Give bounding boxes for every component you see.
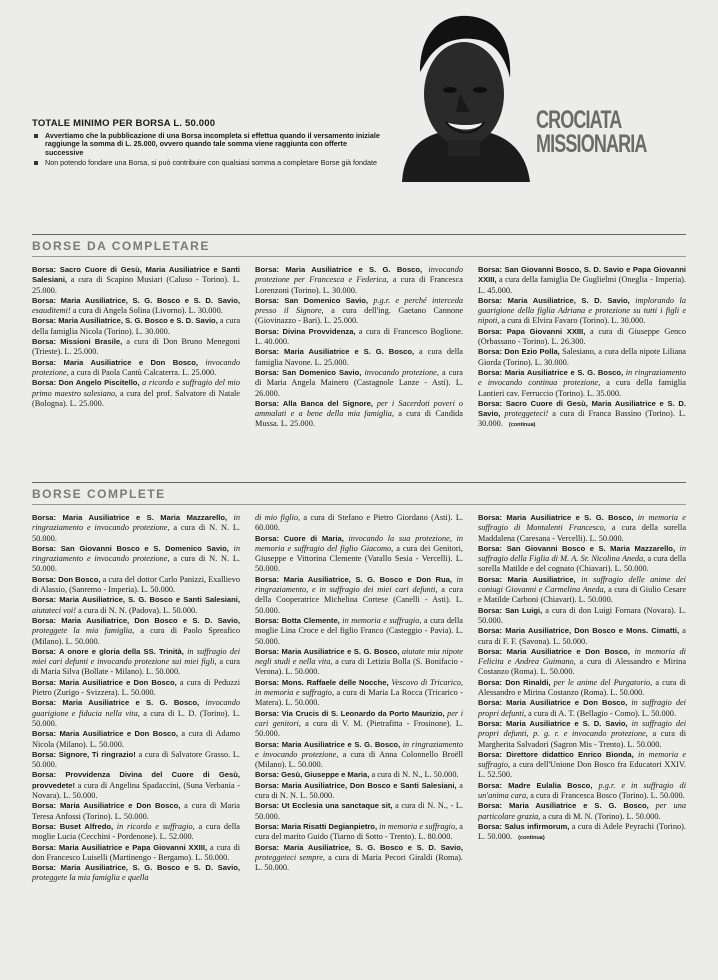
borsa-entry [32, 843, 240, 864]
borsa-entry [255, 678, 463, 709]
entry-inv: invocando protezione per Francesca e Federica, [255, 265, 463, 285]
entry-body: a cura di Giulio Cesare e Matilde Carboni (Chiavari). L. 50.000. [478, 585, 687, 605]
entry-inv: in memoria e suffragio, [377, 821, 458, 831]
borsa-entry [32, 698, 240, 729]
entry-inv: proteggeteci! [500, 409, 549, 419]
entry-lead: Borsa: Maria Ausiliatrice, Don Bosco e S. D. Savio, [32, 615, 240, 625]
entry-cont: (continua) [508, 422, 536, 429]
borsa-entry [255, 296, 463, 327]
entry-body: a cura di A. T. (Bellagio - Como). L. 50.000. [526, 708, 677, 718]
entry-lead: Borsa: San Luigi, [478, 605, 543, 615]
entry-inv: Vescovo di Tricarico, in memoria e suffragio, [255, 677, 463, 698]
borsa-entry [255, 647, 463, 678]
entry-body: a cura di Candida Mussa. L. 25.000. [255, 409, 463, 429]
entry-inv: in ricordo e suffragio, [113, 821, 195, 831]
borsa-entry [478, 698, 686, 719]
entry-inv: proteggeteci sempre, [255, 852, 325, 862]
borsa-entry [255, 770, 463, 780]
entry-body: a cura di Maria Pecori Giraldi (Roma). L. 50.000. [255, 852, 464, 873]
entry-lead: Borsa: Madre Eulalia Bosco, [478, 780, 593, 790]
entry-body: a cura dell'Unione Don Bosco fra Educatori XXIV. L. 52.500. [478, 760, 686, 780]
entry-body: a cura di F. F. (Savona). L. 50.000. [478, 626, 686, 646]
entry-lead: Borsa: Maria Ausiliatrice, S. G. Bosco e S. D. Savio, [255, 842, 463, 852]
borsa-entry [478, 626, 686, 647]
entry-inv: invocando la sua protezione, in memoria e suffragio del figlio Giacomo, [255, 533, 463, 553]
entry-lead: Borsa: San Giovanni Bosco, S. D. Savio e Papa Giovanni XXIII, [478, 265, 686, 285]
entry-body: a cura della Cooperatrice Michelina Cortese (Canelli - Asti). L. 50.000. [255, 585, 463, 615]
text-column [32, 513, 240, 884]
borsa-entry [32, 575, 240, 596]
entry-body: a cura di V. M. (Pietrafitta - Frosinone). L. 50.000. [255, 718, 463, 739]
entry-lead: Borsa: San Domenico Savio, [255, 367, 362, 377]
entry-cont: (continua) [518, 835, 545, 842]
borsa-entry [478, 719, 686, 750]
entry-lead: Borsa: Maria Ausiliatrice, Don Bosco e Mons. Cimatti, [478, 626, 680, 636]
section-heading-to-complete [32, 234, 686, 257]
entry-body: a cura della moglie Lucia (Cecchini - Pordenone). L. 52.000. [32, 821, 240, 842]
borsa-entry [255, 347, 463, 368]
entry-lead: Borsa: Cuore di Maria, [255, 533, 344, 543]
entry-lead: Borsa: San Domenico Savio, [255, 295, 369, 305]
entry-body: a cura di Salvatore Grasso. L. 50.000. [32, 749, 240, 770]
borsa-entry [255, 616, 463, 647]
borsa-entry [32, 337, 240, 358]
borsa-entry [32, 801, 240, 822]
entry-body: a cura della famiglia Nicola (Torino). L. 30.000. [32, 316, 241, 336]
borsa-entry [478, 781, 686, 802]
brand-title [536, 108, 658, 156]
entry-lead: Borsa: Maria Ausiliatrice e Don Bosco, [478, 698, 628, 708]
entry-inv: per i Sacerdoti poveri o ammalati e a bene della mia famiglia, [255, 398, 463, 419]
entry-lead: Borsa: San Giovanni Bosco e S. Domenico Savio, [32, 543, 229, 553]
entry-lead: Borsa: Maria Ausiliatrice e Don Bosco, [32, 677, 177, 687]
entry-lead: Borsa: Buset Alfredo, [32, 821, 114, 831]
borsa-entry [32, 678, 240, 699]
entry-body: a cura di don Francesco Luiselli (Martinengo - Bergamo). L. 50.000. [32, 842, 240, 862]
borsa-entry [255, 781, 463, 802]
header-notes-block [32, 118, 387, 170]
borsa-entry [32, 616, 240, 647]
borsa-entry [32, 863, 240, 884]
entry-lead: Borsa: Maria Ausiliatrice e S. Maria Mazzarello, [32, 513, 228, 522]
entry-inv: in ringraziamento e invocando protezione, [255, 739, 463, 759]
entry-lead: Borsa: Direttore didattico Enrico Bionda, [478, 749, 634, 759]
entry-inv: p.g.r. e in suffragio di un'anima cara, [478, 780, 686, 801]
borsa-entry [32, 647, 240, 678]
entry-body: a cura di Scapino Musiari (Caluso - Torino). L. 25.000. [32, 275, 240, 295]
entry-body: a cura di Letizia Bolla (S. Bonifacio - Verona). L. 50.000. [255, 657, 463, 677]
borsa-entry [478, 368, 686, 399]
borsa-entry [478, 606, 686, 627]
entry-lead: Borsa: Via Crucis di S. Leonardo da Porto Maurizio, [255, 708, 445, 718]
entry-body: a cura della famiglia De Guglielmi (Oneglia - Imperia). L. 45.000. [478, 275, 686, 295]
text-column [478, 265, 686, 431]
entry-inv: per una particolare grazia, [478, 801, 686, 821]
borsa-entry [255, 327, 463, 348]
borsa-entry [255, 709, 463, 740]
entry-inv: proteggete la mia famiglia, [32, 626, 135, 636]
entry-lead: Borsa: Maria Ausiliatrice, [478, 574, 576, 584]
entry-inv: implorando la guarigione della figlia Adriana e protezione su tutti i figli e nipoti, [478, 295, 686, 326]
entry-lead: Borsa: Don Rinaldi, [478, 677, 551, 687]
entry-inv: in memoria di Felicita e Andrea Guimano, [478, 646, 686, 667]
brand-line-1: CROCIATA [536, 106, 622, 134]
entry-body: a cura della sorella Matilde e del cognato (Chiavari). L. 50.000. [478, 554, 687, 574]
borsa-entry [32, 265, 240, 296]
entry-body: a cura di Alessandro e Mirina Costanzo (Roma). L. 50.000. [478, 677, 686, 698]
borsa-entry [32, 316, 240, 337]
entry-body: a cura di Elvira Favaro (Torino). L. 30.000. [499, 316, 646, 326]
entry-lead: Borsa: Maria Ausiliatrice e S. G. Bosco, [478, 513, 634, 522]
entry-body: a cura di N. N. L. 50.000. [255, 780, 463, 801]
entry-body: a cura di Maria Angela Mainero (Castagnole Lanze - Asti). L. 26.000. [255, 367, 463, 398]
borsa-entry [32, 358, 240, 379]
borsa-entry [255, 513, 463, 534]
borsa-entry [478, 801, 686, 822]
entry-lead: Borsa: Maria Ausiliatrice, S. G. Bosco e Santi Salesiani, [32, 595, 240, 605]
entry-inv: aiutateci voi! [32, 605, 77, 615]
entry-body: a cura di N. N. L. 50.000. [32, 554, 240, 574]
borsa-entry [478, 822, 686, 844]
entry-lead: Borsa: Missioni Brasile, [32, 337, 123, 347]
entry-body: a cura del prof. Salvatore di Natale (Bologna). L. 25.000. [32, 388, 240, 408]
entry-lead: Borsa: Maria Ausiliatrice e S. G. Bosco, [478, 367, 624, 377]
entry-body: a cura della sorella Maddalena (Caresana - Vercelli). L. 50.000. [478, 523, 686, 543]
entry-body: a cura di Paola Cantù Calcaterra. L. 25.000. [68, 367, 217, 377]
bullet-icon [34, 161, 38, 165]
entry-body: a cura di L. D. (Torino). L. 50.000. [32, 708, 240, 728]
borsa-entry [255, 575, 463, 616]
text-column [32, 265, 240, 431]
entry-lead: Borsa: Don Angelo Piscitello, [32, 378, 140, 388]
divider [32, 234, 686, 235]
note-item [32, 159, 387, 167]
divider [32, 504, 686, 505]
borsa-entry [32, 750, 240, 771]
entry-inv: in memoria e suffragio, [478, 749, 686, 770]
entry-inv: in ringraziamento e invocando continua protezione, [478, 367, 686, 388]
borsa-entry [255, 801, 463, 822]
borsa-entry [255, 368, 463, 399]
borsa-entry [478, 678, 686, 699]
borsa-entry [32, 822, 240, 843]
note-item [32, 132, 387, 157]
entry-body: a cura di Stefano e Pietro Giordano (Asti). L. 60.000. [255, 513, 464, 533]
entry-lead: Borsa: Maria Ausiliatrice e S. G. Bosco, [255, 646, 400, 656]
borsa-entry [478, 544, 686, 575]
entry-body: a cura di Francesca Lorenzoni (Torino). L. 30.000. [255, 275, 463, 295]
entry-inv: in memoria e suffragio di Montalenti Francesco, [478, 513, 686, 533]
entry-lead: Borsa: Mons. Raffaele delle Nocche, [255, 677, 389, 687]
entry-body: a cura di Alessandro e Mirina Costanzo (Roma). L. 50.000. [478, 657, 686, 677]
entry-body: a cura di Franca Bassino (Torino). L. 30.000. [478, 409, 686, 429]
borsa-entry [255, 399, 463, 430]
entry-lead: Borsa: Ut Ecclesia una sanctaque sit, [255, 801, 393, 811]
entry-lead: Borsa: Maria Ausiliatrice e S. G. Bosco, [255, 739, 401, 749]
entry-lead: Borsa: Maria Ausiliatrice e Don Bosco, [32, 357, 199, 367]
entry-inv: in memoria e suffragio, [339, 615, 422, 625]
text-column [255, 513, 463, 884]
entry-body: a cura di N. N., L. 50.000. [369, 770, 459, 780]
entry-body: a cura di Paolo Spreafico (Milano). L. 50.000. [32, 626, 240, 646]
entry-body: a cura di Maria La Rocca (Tricarico - Matera). L. 50.000. [255, 688, 463, 708]
borsa-entry [32, 770, 240, 801]
borsa-entry [478, 399, 686, 431]
entry-body: a cura di Francesco Boglione. L. 40.000. [255, 326, 463, 347]
entry-lead: Borsa: Botta Clemente, [255, 615, 340, 625]
entry-inv: in suffragio delle anime dei coniugi Giovanni e Carmelina Aneda, [478, 574, 686, 595]
entry-body: a cura della famiglia Navone. L. 25.000. [255, 347, 463, 367]
entry-lead: Borsa: Sacro Cuore di Gesù, Maria Ausiliatrice e S. D. Savio, [478, 398, 686, 419]
portrait-photo [394, 8, 534, 182]
borsa-entry [478, 513, 686, 544]
entry-inv: in suffragio della Figlia di M. A. Sr. Nicolina Aneda, [478, 543, 686, 564]
entry-lead: Borsa: Maria Ausiliatrice, Don Bosco e Santi Salesiani, [255, 780, 457, 790]
entry-lead: Borsa: Maria Risatti Degianpietro, [255, 821, 378, 831]
entry-lead: Borsa: Alla Banca del Signore, [255, 398, 373, 408]
entry-lead: Borsa: Maria Ausiliatrice, S. G. Bosco e S. D. Savio, [32, 863, 240, 873]
entry-lead: Borsa: San Giovanni Bosco e S. Maria Mazzarello, [478, 543, 676, 553]
borsa-entry [255, 740, 463, 771]
entry-lead: Borsa: Maria Ausiliatrice e Don Bosco, [32, 801, 181, 811]
divider [32, 482, 686, 483]
entry-inv: in ringraziamento, e in suffragio dei miei cari defunti, [255, 574, 463, 595]
borsa-entry [32, 544, 240, 575]
notes-list [32, 132, 387, 168]
entry-inv: invocando protezione, [32, 357, 240, 377]
entry-body: a cura dell'ing. Gaetano Cannone (Giovinazzo - Bari). L. 25.000. [255, 306, 464, 326]
entry-lead: Borsa: Maria Ausiliatrice, S. D. Savio, [478, 295, 630, 305]
divider [32, 256, 686, 257]
entry-lead: Borsa: Provvidenza Divina del Cuore di Gesù, provvedete! [32, 770, 240, 790]
entry-body: a cura di Maria Teresa Anfossi (Torino). L. 50.000. [32, 801, 240, 821]
borsa-entry [478, 750, 686, 781]
entry-lead: Borsa: Maria Ausiliatrice e Don Bosco, [32, 729, 179, 739]
borsa-entry [478, 296, 686, 327]
borsa-entry [255, 534, 463, 575]
entry-body: a cura di Angela Solina (Livorno). L. 30.000. [70, 306, 223, 316]
entry-lead: Borsa: Papa Giovanni XXIII, [478, 326, 586, 336]
entry-inv: in suffragio dei miei cari defunti e invocando protezione sui miei figli, [32, 646, 240, 667]
brand-line-2: MISSIONARIA [536, 130, 647, 158]
entry-body: a cura di Margherita Salvadori (Sagron Mis - Trento). L. 50.000. [478, 729, 686, 749]
entry-body: a cura di Giuseppe Genco (Orbassano - Torino). L. 26.300. [478, 326, 686, 347]
entry-inv: in suffragio dei propri defunti, p. g. r. e invocando protezione, [478, 718, 686, 739]
note-text: Non potendo fondare una Borsa, si può contribuire con qualsiasi somma a completare Borse già fondate [45, 158, 378, 168]
borsa-entry [478, 575, 686, 606]
borsa-entry [255, 843, 463, 874]
borsa-entry [255, 265, 463, 296]
note-text: Avvertiamo che la pubblicazione di una Borsa incompleta si effettua quando il versamento iniziale raggiunge la somma di L. 25.000, ovvero quando tale somma viene raggiunta con offerte successive [45, 131, 380, 157]
entry-lead: Borsa: Maria Ausiliatrice e S. G. Bosco, [255, 265, 423, 274]
entry-body: Salesiano, a cura della nipote Liliana Giorda (Torino). L. 30.000. [478, 347, 686, 367]
entry-lead: Borsa: Maria Ausiliatrice e S. G. Bosco, [478, 801, 649, 811]
entry-inv: in ringraziamento e invocando protezione, [32, 513, 240, 533]
borsa-entry [478, 347, 686, 368]
entry-lead: Borsa: Maria Ausiliatrice, S. G. Bosco e S. D. Savio, [32, 295, 240, 305]
entry-body: a cura di Don Bruno Menegoni (Trieste). L. 25.000. [32, 337, 240, 357]
text-column [478, 513, 686, 884]
section-title: BORSE COMPLETE [32, 487, 166, 501]
entry-inv: aiutate mia nipote negli studi e nella vita, [255, 646, 463, 667]
entry-body: a cura di N. N. (Padova). L. 50.000. [76, 605, 198, 615]
entry-body: a cura dei Genitori, Giuseppe e Vittorina Clemente (Varallo Sesia - Vercelli). L. 50.000. [255, 543, 463, 574]
entry-inv: per i cari genitori, [255, 708, 463, 728]
entry-inv: in suffragio dei propri defunti, [478, 698, 686, 718]
borsa-entry [478, 265, 686, 296]
entry-inv: proteggete la mia famiglia e quella [32, 873, 149, 883]
borsa-entry [478, 647, 686, 678]
minimum-total: TOTALE MINIMO PER BORSA L. 50.000 [32, 118, 216, 129]
entry-lead: Borsa: Maria Ausiliatrice e Don Bosco, [478, 646, 630, 656]
entry-lead: Borsa: Maria Ausiliatrice e Papa Giovanni XXIII, [32, 842, 208, 852]
entry-lead: Borsa: Maria Ausiliatrice e S. D. Savio, [478, 718, 628, 728]
entry-body: a cura di N. N., - L. 50.000. [255, 801, 463, 821]
borsa-entry [32, 729, 240, 750]
entry-body: a cura della moglie Lina Croce e del figlio Franco (Casteggio - Pavia). L. 50.000. [255, 615, 463, 646]
borsa-entry [32, 378, 240, 409]
entry-lead: Borsa: Gesù, Giuseppe e Maria, [255, 770, 370, 780]
entry-body: a cura di Anna Colonnello Broëll (Milano). L. 50.000. [255, 749, 464, 770]
entry-inv: esauditemi! [32, 306, 71, 316]
entry-lead: Borsa: A onore e gloria della SS. Trinità, [32, 646, 184, 656]
entry-inv: di mio figlio, [255, 513, 301, 522]
entry-body: a cura del dottor Carlo Panizzi, Exallievo di Alassio, (Sanremo - Imperia). L. 50.000. [32, 574, 241, 595]
entry-lead: Borsa: Don Ezio Polla, [478, 347, 560, 357]
borsa-entry [255, 822, 463, 843]
section-title: BORSE DA COMPLETARE [32, 239, 210, 253]
bullet-icon [34, 134, 38, 138]
entry-body: a cura di Adele Peyrachi (Torino). L. 50.000. [478, 821, 686, 842]
entry-lead: Borsa: Maria Ausiliatrice e S. G. Bosco, [255, 347, 415, 357]
entry-body: a cura di Francesca Bosco (Torino). L. 50.000. [528, 791, 685, 801]
entry-body: a cura di N. N. L. 50.000. [32, 523, 240, 543]
entry-lead: Borsa: Divina Provvidenza, [255, 326, 356, 336]
entry-lead: Borsa: Signore, Ti ringrazio! [32, 749, 136, 759]
entry-body: a cura della famiglia Lantieri cav. Ferruccio (Torino). L. 35.000. [478, 378, 686, 398]
entry-inv: p.g.r. e perché interceda presso il Signore, [255, 295, 463, 316]
incomplete-columns [32, 265, 686, 431]
entry-body: a cura di Maria Silva (Bollate - Milano). L. 50.000. [32, 657, 240, 677]
entry-inv: in ringraziamento e invocando protezione, [32, 543, 241, 564]
entry-lead: Borsa: Sacro Cuore di Gesù, Maria Ausiliatrice e Santi Salesiani, [32, 265, 240, 285]
entry-body: a cura del marito Guido (Tiarno di Sotto - Trento). L. 80.000. [255, 821, 463, 842]
borsa-entry [478, 327, 686, 348]
entry-body: a cura di don Luigi Fornara (Novara). L. 50.000. [478, 605, 686, 625]
entry-lead: Borsa: Salus infirmorum, [478, 821, 570, 831]
entry-lead: Borsa: Don Bosco, [32, 574, 101, 584]
entry-inv: invocando guarigione e fiducia nella vita, [32, 698, 240, 718]
entry-lead: Borsa: Maria Ausiliatrice e S. G. Bosco, [32, 698, 200, 708]
entry-body: a cura di Angelina Spadaccini, (Suna Verbania - Novara). L. 50.000. [32, 780, 240, 801]
entry-body: a cura di Peduzzi Pietro (Zurigo - Svizzera). L. 50.000. [32, 677, 240, 698]
borsa-entry [32, 595, 240, 616]
borsa-entry [32, 296, 240, 317]
borsa-entry [32, 513, 240, 544]
text-column [255, 265, 463, 431]
entry-body: a cura di Adamo Nicola (Milano). L. 50.000. [32, 729, 240, 749]
entry-lead: Borsa: Maria Ausiliatrice, S. G. Bosco e S. D. Savio, [32, 316, 218, 326]
entry-lead: Borsa: Maria Ausiliatrice, S. G. Bosco e Don Rua, [255, 574, 453, 584]
section-heading-complete [32, 482, 686, 505]
entry-inv: per le anime del Purgatorio, [550, 677, 653, 687]
entry-inv: invocando protezione, [361, 367, 439, 377]
complete-columns [32, 513, 686, 884]
entry-body: a cura di M. N. (Torino). L. 50.000. [540, 811, 661, 821]
entry-inv: a ricordo e suffragio del mio primo maestro salesiano, [32, 378, 240, 398]
